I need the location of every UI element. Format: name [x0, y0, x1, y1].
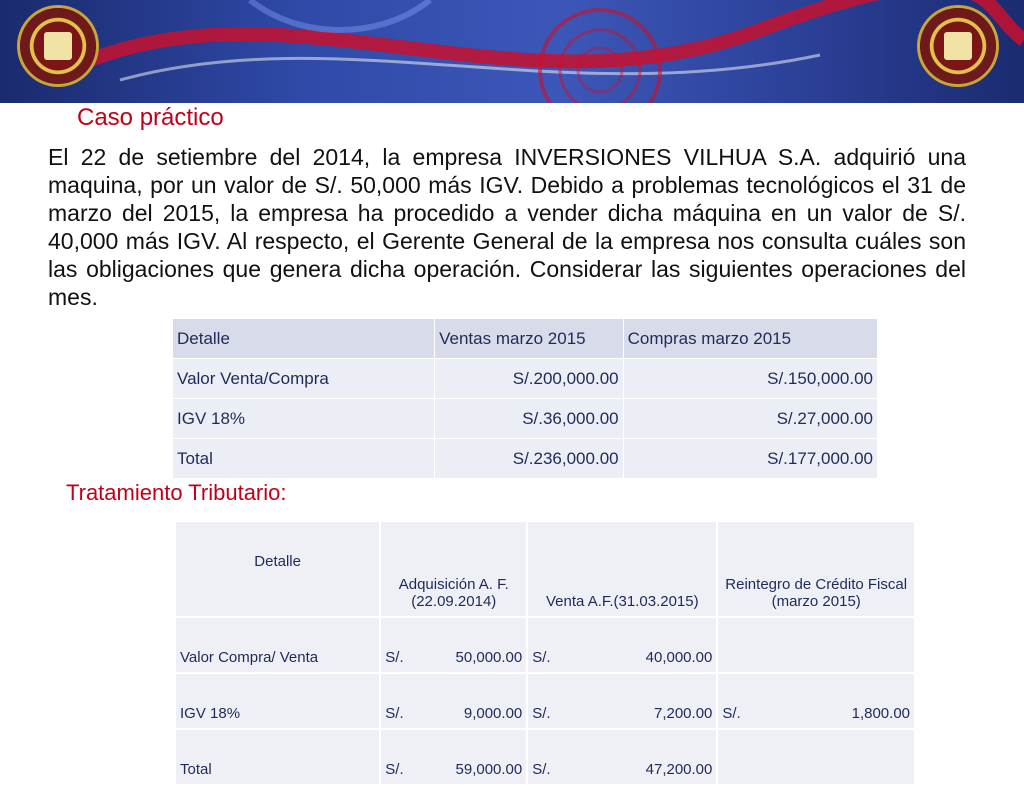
venta-cell [527, 729, 717, 785]
venta-value: 7,200.00 [653, 705, 713, 722]
adquisicion-value: 50,000.00 [455, 649, 523, 666]
header-reintegro: Reintegro de Crédito Fiscal (marzo 2015) [717, 521, 915, 617]
header-compras: Compras marzo 2015 [623, 319, 877, 359]
currency-symbol: S/. [385, 649, 404, 666]
table-row [173, 399, 878, 439]
currency-symbol: S/. [722, 705, 741, 722]
venta-value: 40,000.00 [645, 649, 713, 666]
venta-cell [527, 673, 717, 729]
reintegro-cell [717, 617, 915, 673]
reintegro-cell [717, 729, 915, 785]
table-row [175, 673, 915, 729]
adquisicion-cell [380, 617, 527, 673]
compras-value: S/.177,000.00 [623, 439, 877, 479]
header-detalle: Detalle [173, 319, 435, 359]
ventas-value: S/.200,000.00 [435, 359, 623, 399]
currency-symbol: S/. [385, 705, 404, 722]
compras-value: S/.27,000.00 [623, 399, 877, 439]
ventas-value: S/.36,000.00 [435, 399, 623, 439]
section-subtitle: Tratamiento Tributario: [66, 480, 287, 505]
row-label: Total [173, 439, 435, 479]
adquisicion-cell [380, 673, 527, 729]
operations-table [172, 318, 878, 479]
row-label: Valor Compra/ Venta [175, 617, 380, 673]
compras-value: S/.150,000.00 [623, 359, 877, 399]
reintegro-cell [717, 673, 915, 729]
table-row [173, 439, 878, 479]
banner-decoration [0, 0, 1024, 103]
header-venta: Venta A.F.(31.03.2015) [527, 521, 717, 617]
row-label: IGV 18% [173, 399, 435, 439]
currency-symbol: S/. [385, 761, 404, 778]
table-header-row [175, 521, 915, 617]
header-ventas: Ventas marzo 2015 [435, 319, 623, 359]
table-row [175, 617, 915, 673]
venta-cell [527, 617, 717, 673]
header-adquisicion: Adquisición A. F. (22.09.2014) [380, 521, 527, 617]
reintegro-value: 1,800.00 [851, 705, 910, 722]
venta-value: 47,200.00 [645, 761, 713, 778]
adquisicion-cell [380, 729, 527, 785]
ventas-value: S/.236,000.00 [435, 439, 623, 479]
currency-symbol: S/. [532, 649, 551, 666]
header-banner [0, 0, 1024, 103]
adquisicion-value: 9,000.00 [463, 705, 523, 722]
header-detalle: Detalle [175, 521, 380, 617]
row-label: Valor Venta/Compra [173, 359, 435, 399]
case-description: El 22 de setiembre del 2014, la empresa INVERSIONES VILHUA S.A. adquirió una maquina, por un valor de S/. 50,000 más IGV. Debido a problemas tecnológicos el 31 de marzo del 2015, la empresa ha procedido a vender dicha máquina en un valor de S/. 40,000 más IGV. Al respecto, el Gerente General de la empresa nos consulta cuáles son las obligaciones que genera dicha operación. Considerar las siguientes operaciones del mes. [48, 144, 966, 310]
currency-symbol: S/. [532, 761, 551, 778]
currency-symbol: S/. [532, 705, 551, 722]
table-row [173, 359, 878, 399]
row-label: IGV 18% [175, 673, 380, 729]
table-row [175, 729, 915, 785]
adquisicion-value: 59,000.00 [455, 761, 523, 778]
right-seal-logo [920, 8, 996, 84]
tax-treatment-table [174, 520, 916, 786]
page-title: Caso práctico [77, 104, 224, 131]
row-label: Total [175, 729, 380, 785]
left-seal-logo [20, 8, 96, 84]
table-header-row [173, 319, 878, 359]
